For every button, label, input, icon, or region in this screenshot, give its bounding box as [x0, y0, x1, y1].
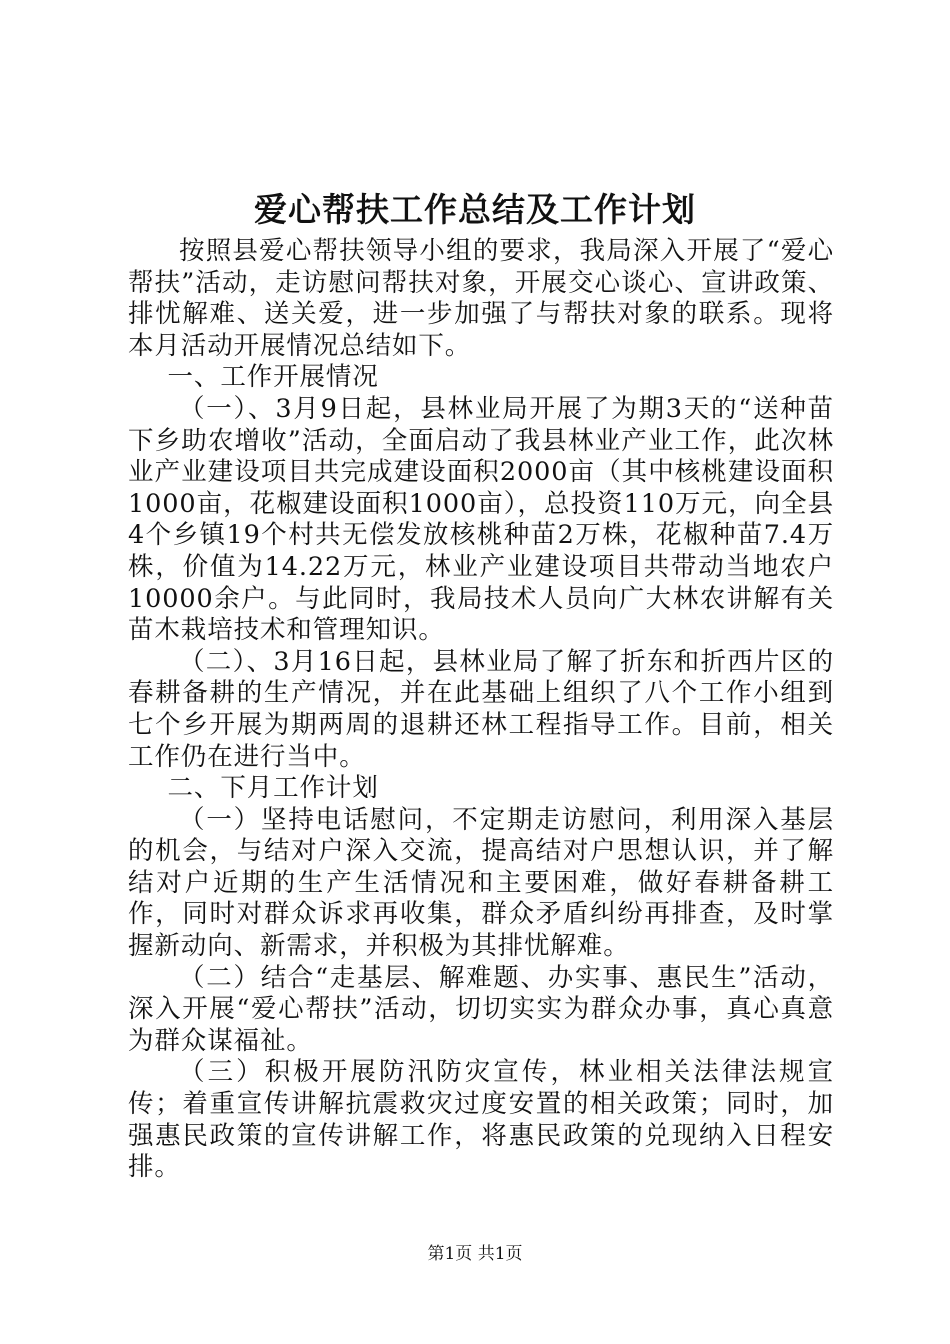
- progress-item-2: （二）、3月16日起，县林业局了解了折东和折西片区的春耕备耕的生产情况，并在此基础上组织了八个工作小组到七个乡开展为期两周的退耕还林工程指导工作。目前，相关工作仍在进行当中。: [128, 646, 834, 772]
- document-body: [128, 236, 834, 1184]
- plan-item-3: （三）积极开展防汛防灾宣传，林业相关法律法规宣传；着重宣传讲解抗震救灾过度安置的相关政策；同时，加强惠民政策的宣传讲解工作，将惠民政策的兑现纳入日程安排。: [128, 1057, 834, 1183]
- page-number-footer: 第1页 共1页: [427, 1244, 523, 1264]
- progress-item-1: （一）、3月9日起，县林业局开展了为期3天的“送种苗下乡助农增收”活动，全面启动了我县林业产业工作，此次林业产业建设项目共完成建设面积2000亩（其中核桃建设面积1000亩，花椒建设面积1000亩），总投资110万元，向全县4个乡镇19个村共无偿发放核桃种苗2万株，花椒种苗7.4万株，价值为14.22万元，林业产业建设项目共带动当地农户10000余户。与此同时，我局技术人员向广大林农讲解有关苗木栽培技术和管理知识。: [128, 393, 834, 646]
- intro-paragraph: 按照县爱心帮扶领导小组的要求，我局深入开展了“爱心帮扶”活动，走访慰问帮扶对象，开展交心谈心、宣讲政策、排忧解难、送关爱，进一步加强了与帮扶对象的联系。现将本月活动开展情况总结如下。: [128, 236, 834, 361]
- plan-item-1: （一）坚持电话慰问，不定期走访慰问，利用深入基层的机会，与结对户深入交流，提高结对户思想认识，并了解结对户近期的生产生活情况和主要困难，做好春耕备耕工作，同时对群众诉求再收集，群众矛盾纠纷再排查，及时掌握新动向、新需求，并积极为其排忧解难。: [128, 804, 834, 962]
- section-heading-work-progress: 一、工作开展情况: [167, 362, 379, 393]
- document-title: 爱心帮扶工作总结及工作计划: [254, 190, 696, 229]
- plan-item-2: （二）结合“走基层、解难题、办实事、惠民生”活动，深入开展“爱心帮扶”活动，切切实实为群众办事，真心真意为群众谋福祉。: [128, 962, 834, 1056]
- section-heading-next-month-plan: 二、下月工作计划: [167, 773, 379, 804]
